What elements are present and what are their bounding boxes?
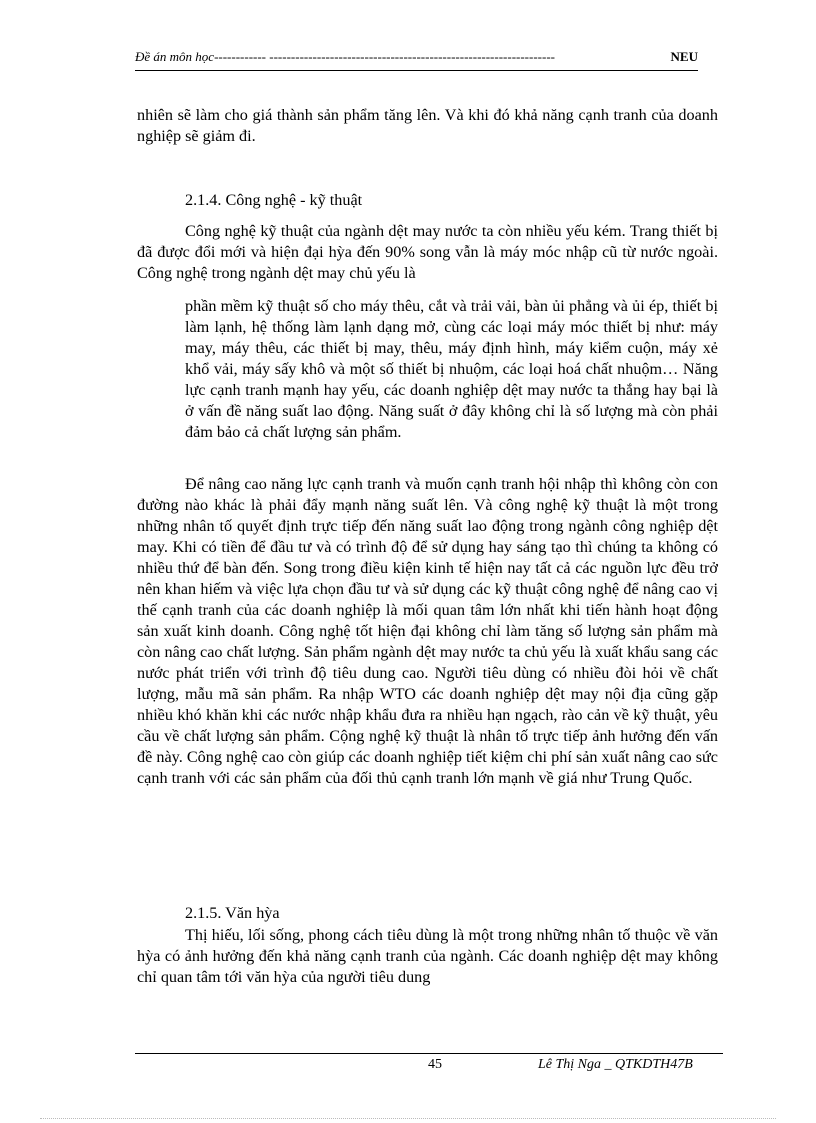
paragraph-technology-intro: Công nghệ kỹ thuật của ngành dệt may nước ta còn nhiều yếu kém. Trang thiết bị đã được đổi mới và hiện đại hỳa đến 90% song vẫn là máy móc nhập cũ từ nước ngoài. Công nghệ trong ngành dệt may chủ yếu là [137,222,718,282]
header-rule [135,70,698,71]
paragraph-continuation: nhiên sẽ làm cho giá thành sản phẩm tăng lên. Và khi đó khả năng cạnh tranh của doanh nghiệp sẽ giảm đi. [137,106,718,145]
section-heading-2-1-4: 2.1.4. Công nghệ - kỹ thuật [185,191,363,209]
paragraph-technology-equipment: phần mềm kỹ thuật số cho máy thêu, cắt và trải vải, bàn ủi phẳng và ủi ép, thiết bị làm lạnh, hệ thống làm lạnh dạng mở, cùng các loại máy móc thiết bị như: máy may, máy thêu, các thiết bị may, thêu, máy định hình, máy kiểm cuộn, máy xẻ khổ vải, máy sấy khô và một số thiết bị nhuộm, các loại hoá chất nhuộm… Năng lực cạnh tranh mạnh hay yếu, các doanh nghiệp dệt may nước ta thắng hay bại là ở vấn đề năng suất lao động. Năng suất ở đây không chỉ là số lượng mà còn phải đảm bảo cả chất lượng sản phẩm. [185,297,718,441]
footer-author: Lê Thị Nga _ QTKDTH47B [538,1057,693,1072]
page-number: 45 [428,1057,442,1072]
paragraph-competitiveness: Để nâng cao năng lực cạnh tranh và muốn cạnh tranh hội nhập thì không còn con đường nào khác là phải đẩy mạnh năng suất lên. Và công nghệ kỹ thuật là một trong những nhân tố quyết định trực tiếp đến năng suất lao động trong ngành công nghiệp dệt may. Khi có tiền để đầu tư và có trình độ để sử dụng hay sáng tạo thì chúng ta không có nhiều thứ để bàn đến. Song trong điều kiện kinh tế hiện nay tất cả các nguồn lực đều trở nên khan hiếm và việc lựa chọn đầu tư và sử dụng các kỹ thuật công nghệ để nâng cao vị thế cạnh tranh của các doanh nghiệp là mối quan tâm lớn nhất khi tiến hành hoạt động sản xuất kinh doanh. Công nghệ tốt hiện đại không chỉ làm tăng số lượng sản phẩm mà còn nâng cao chất lượng. Sản phẩm ngành dệt may nước ta chủ yếu là xuất khẩu sang các nước phát triển với trình độ tiêu dung cao. Người tiêu dùng có nhiều đòi hỏi về chất lượng, mẫu mã sản phẩm. Ra nhập WTO các doanh nghiệp dệt may nội địa cũng gặp nhiều khó khăn khi các nước nhập khẩu đưa ra nhiều hạn ngạch, rào cản về kỹ thuật, yêu cầu về chất lượng sản phẩm. Cộng nghệ kỹ thuật là nhân tố trực tiếp ảnh hưởng đến vấn đề này. Công nghệ cao còn giúp các doanh nghiệp tiết kiệm chi phí sản xuất nâng cao sức cạnh tranh với các sản phẩm của đối thủ cạnh tranh lớn mạnh về giá như Trung Quốc. [137,475,718,787]
footer-rule [135,1053,723,1054]
page-header [135,48,698,66]
section-heading-2-1-5: 2.1.5. Văn hỳa [185,904,280,922]
header-title: Đề án môn học------------ ------------------------------------------------------------------ [135,49,555,64]
header-org: NEU [670,49,698,64]
paragraph-culture: Thị hiếu, lối sống, phong cách tiêu dùng là một trong những nhân tố thuộc về văn hỳa có ảnh hưởng đến khả năng cạnh tranh của ngành. Các doanh nghiệp dệt may không chỉ quan tâm tới văn hỳa của người tiêu dung [137,926,718,986]
page-bottom-border [40,1118,776,1120]
